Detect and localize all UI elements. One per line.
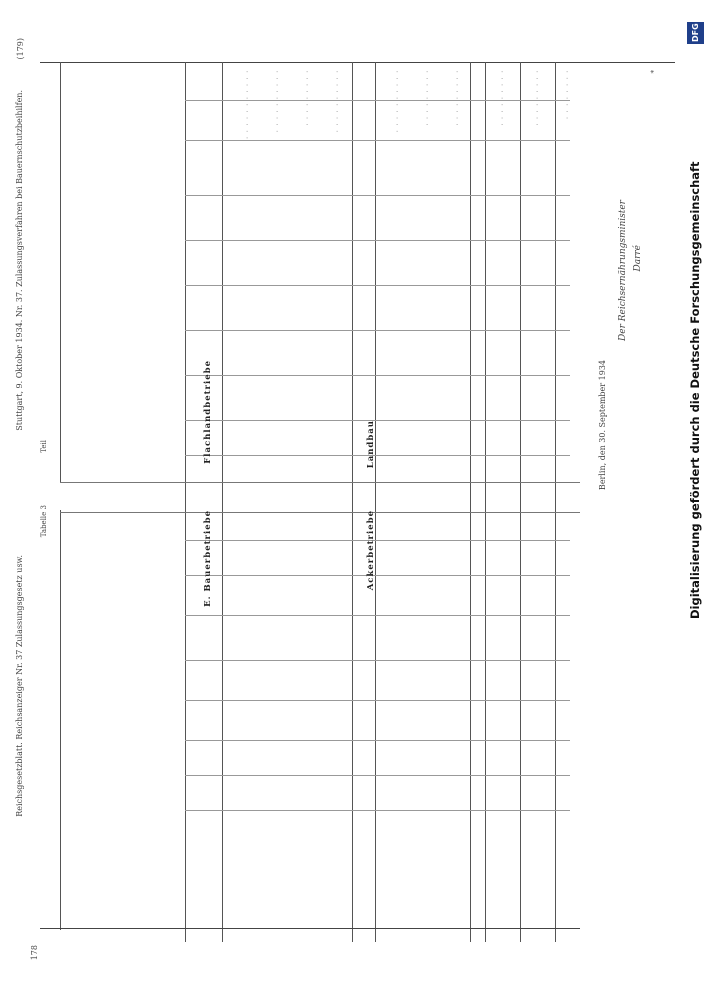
table-cell-texture: · · · · · · · · · · — [335, 70, 341, 133]
closing-line-3: Darré — [633, 245, 643, 272]
col-rule-r1 — [185, 100, 570, 101]
closing-line-1: Berlin, den 30. September 1934 — [598, 360, 607, 491]
col-rule-l1 — [185, 540, 570, 541]
col-rule-r3 — [185, 195, 570, 196]
section-heading-2: Landbau — [366, 420, 376, 469]
table-cell-texture: · · · · · · · · · — [305, 70, 311, 127]
closing-line-2: Der Reichsernährungsminister — [618, 200, 628, 341]
col-rule-l4 — [185, 660, 570, 661]
col-rule-l3 — [185, 615, 570, 616]
table-cell-texture: · · · · · · · · · — [455, 70, 461, 127]
table-cell-texture: · · · · · · · · · — [500, 70, 506, 127]
table-label-left: Tabelle 3 — [40, 505, 48, 538]
col-rule-l7 — [185, 775, 570, 776]
rule-header-right — [60, 62, 61, 482]
running-head-left: Reichsgesetzblatt. Reichsanzeiger Nr. 37 Zulassungsgesetz usw. — [15, 555, 24, 817]
running-head-right: Stuttgart, 9. Oktober 1934. Nr. 37. Zulassungsverfahren bei Bauernschutzbeihilfen. — [15, 90, 24, 431]
dfg-banner-text: Digitalisierung gefördert durch die Deutsche Forschungsgemeinschaft — [688, 161, 702, 619]
rule-bottom — [40, 928, 580, 929]
table-cell-texture: · · · · · · · · · — [425, 70, 431, 127]
section-heading-left: E. Bauerbetriebe — [203, 510, 213, 607]
rule-top — [40, 62, 675, 63]
rule-mid-1 — [60, 482, 580, 483]
col-rule-l6 — [185, 740, 570, 741]
footnote-mark: * — [650, 70, 658, 74]
table-cell-texture: · · · · · · · · — [565, 70, 571, 120]
col-rule-r2 — [185, 140, 570, 141]
page-number-bottom: 178 — [30, 945, 39, 961]
col-rule-r4 — [185, 240, 570, 241]
section-heading-3: Ackerbetriebe — [366, 510, 376, 591]
col-rule-r9 — [185, 455, 570, 456]
col-rule-r7 — [185, 375, 570, 376]
table-cell-texture: · · · · · · · · · — [535, 70, 541, 127]
col-rule-l8 — [185, 810, 570, 811]
col-rule-r8 — [185, 420, 570, 421]
page-number-top: (179) — [16, 38, 25, 60]
col-rule-r5 — [185, 285, 570, 286]
dfg-badge: DFG — [687, 22, 704, 44]
col-rule-l2 — [185, 575, 570, 576]
col-rule-r6 — [185, 330, 570, 331]
rule-mid-2 — [60, 512, 580, 513]
table-cell-texture: · · · · · · · · · · — [275, 70, 281, 133]
table-label-right: Teil — [40, 440, 48, 453]
table-cell-texture: · · · · · · · · · · — [395, 70, 401, 133]
col-rule-l5 — [185, 700, 570, 701]
table-cell-texture: · · · · · · · · · · · — [245, 70, 251, 140]
section-heading-right: Flachlandbetriebe — [203, 360, 213, 464]
rule-header-left — [60, 510, 61, 930]
